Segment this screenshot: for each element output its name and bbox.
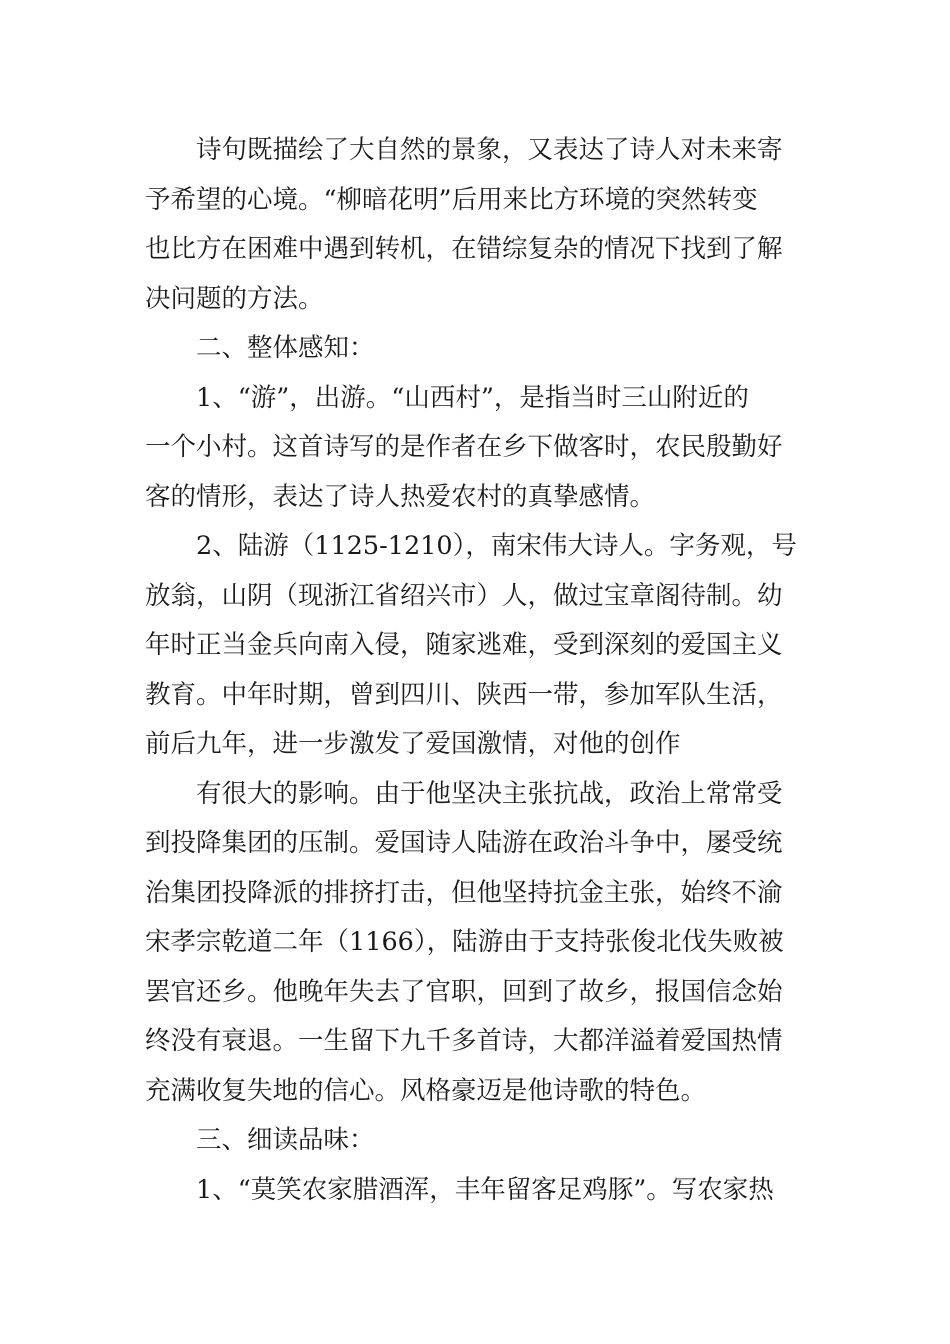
text-line: 到投降集团的压制。爱国诗人陆游在政治斗争中，屡受统 bbox=[145, 828, 783, 858]
text-line: 1、“莫笑农家腊酒浑，丰年留客足鸡豚”。写农家热 bbox=[196, 1174, 774, 1205]
text-line: 决问题的方法。 bbox=[145, 283, 324, 314]
text-line: 1、“游”，出游。“山西村”，是指当时三山附近的 bbox=[196, 382, 749, 413]
text-line: 罢官还乡。他晚年失去了官职，回到了故乡，报国信念始 bbox=[145, 976, 783, 1007]
text-line: 一个小村。这首诗写的是作者在乡下做客时，农民殷勤好 bbox=[145, 432, 783, 462]
text-line: 客的情形，表达了诗人热爱农村的真挚感情。 bbox=[145, 481, 656, 512]
text-line: 教育。中年时期，曾到四川、陕西一带，参加军队生活， bbox=[145, 679, 783, 710]
text-line: 前后九年，进一步激发了爱国激情，对他的创作 bbox=[145, 729, 681, 759]
text-line: 宋孝宗乾道二年（1166），陆游由于支持张俊北伐失败被 bbox=[145, 927, 784, 957]
text-line: 治集团投降派的排挤打击，但他坚持抗金主张，始终不渝 bbox=[145, 877, 783, 908]
text-line: 放翁，山阴（现浙江省绍兴市）人，做过宝章阁待制。幼 bbox=[145, 580, 783, 611]
text-line: 2、陆游（1125-1210），南宋伟大诗人。字务观，号 bbox=[196, 531, 797, 561]
text-line: 终没有衰退。一生留下九千多首诗，大都洋溢着爱国热情 bbox=[145, 1026, 783, 1056]
body-text bbox=[145, 126, 810, 1215]
text-line: 有很大的影响。由于他坚决主张抗战，政治上常常受 bbox=[196, 778, 783, 809]
section-heading: 二、整体感知： bbox=[196, 333, 375, 363]
text-line: 诗句既描绘了大自然的景象，又表达了诗人对未来寄 bbox=[196, 135, 783, 165]
text-line: 予希望的心境。“柳暗花明”后用来比方环境的突然转变 bbox=[145, 184, 758, 215]
text-line: 充满收复失地的信心。风格豪迈是他诗歌的特色。 bbox=[145, 1075, 707, 1106]
text-line: 年时正当金兵向南入侵，随家逃难，受到深刻的爱国主义 bbox=[145, 630, 783, 660]
section-heading: 三、细读品味： bbox=[196, 1125, 375, 1155]
text-line: 也比方在困难中遇到转机，在错综复杂的情况下找到了解 bbox=[145, 234, 783, 264]
